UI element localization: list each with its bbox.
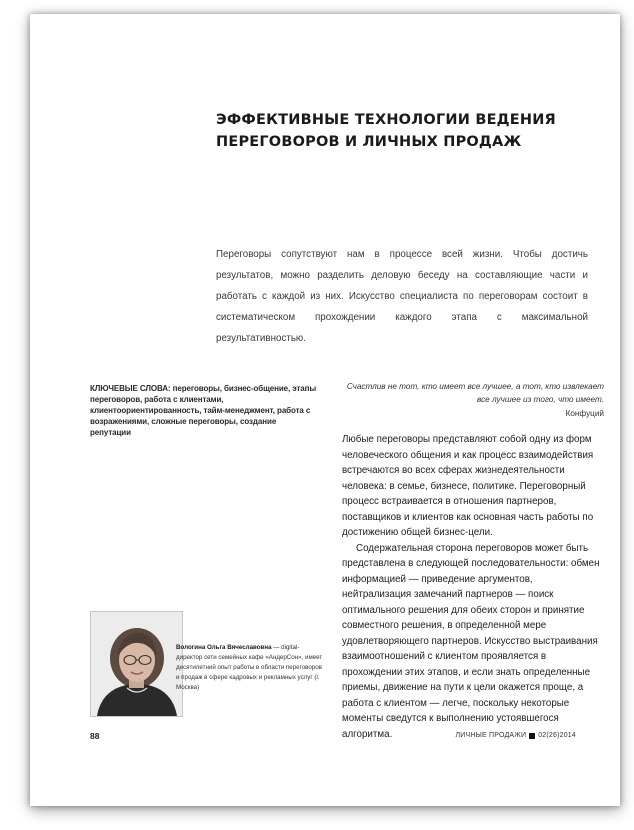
author-name: Вологина Ольга Вячеславовна [176,644,272,651]
epigraph-quote: Счастлив не тот, кто имеет все лучшее, а тот, кто извлекает все лучшее из того, что имеет. [346,382,604,404]
author-photo [90,611,183,717]
issue-number: 02(26)2014 [538,732,576,739]
author-portrait-image [91,612,182,716]
body-paragraph: Любые переговоры представляют собой одну из форм человеческого общения и как процесс взаимодействия встречаются во всех сферах жизнедеятельности человека: в семье, бизнесе, политике. Переговорный процесс встраивается в отношения партнеров, поставщиков и клиентов как основная часть работы по достижению общей бизнес-цели. [342,434,594,538]
keywords-block [90,383,318,438]
article-body [342,432,604,742]
epigraph-author: Конфуций [565,409,604,418]
keywords-text: переговоры, бизнес-общение, этапы переговоров, работа с клиентами, клиентоориентированность, тайм-менеджмент, работа с возражениями, сложные переговоры, создание репутации [90,384,317,437]
body-paragraph: Содержательная сторона переговоров может быть представлена в следующей последовательности: обмен информацией — приведение аргументов, нейтрализация замечаний партнеров — поиск оптимального решения для обеих сторон и принятие совместного решения, в определенной мере удовлетворяющего партнеров. Искусство выстраивания взаимоотношений с клиентом проявляется в прохождении этих этапов, и если знать определенные приемы, движение на пути к цели окажется проще, а работа с клиентом — легче, поскольку некоторые моменты сведутся к выполнению устоявшегося алгоритма. [342,542,600,740]
author-description: — digital-директор сети семейных кафе «АндерСон», имеет десятилетний опыт работы в области переговоров и продаж в сфере кадровых и рекламных услуг (г. Москва) [176,644,323,691]
footer-masthead [455,732,576,739]
article-intro: Переговоры сопутствуют нам в процессе всей жизни. Чтобы достичь результатов, можно разделить деловую беседу на составляющие части и работать с каждой из них. Искусство специалиста по переговорам состоит в систематическом прохождении каждого этапа с максимальной результативностью. [216,249,588,344]
article-title: ЭФФЕКТИВНЫЕ ТЕХНОЛОГИИ ВЕДЕНИЯ ПЕРЕГОВОРОВ И ЛИЧНЫХ ПРОДАЖ [216,112,556,150]
keywords-label: КЛЮЧЕВЫЕ СЛОВА: [90,384,171,393]
magazine-name: ЛИЧНЫЕ ПРОДАЖИ [455,732,527,739]
author-bio [176,643,324,693]
page-number: 88 [90,731,100,741]
square-bullet-icon [529,733,535,739]
magazine-page [30,14,620,806]
